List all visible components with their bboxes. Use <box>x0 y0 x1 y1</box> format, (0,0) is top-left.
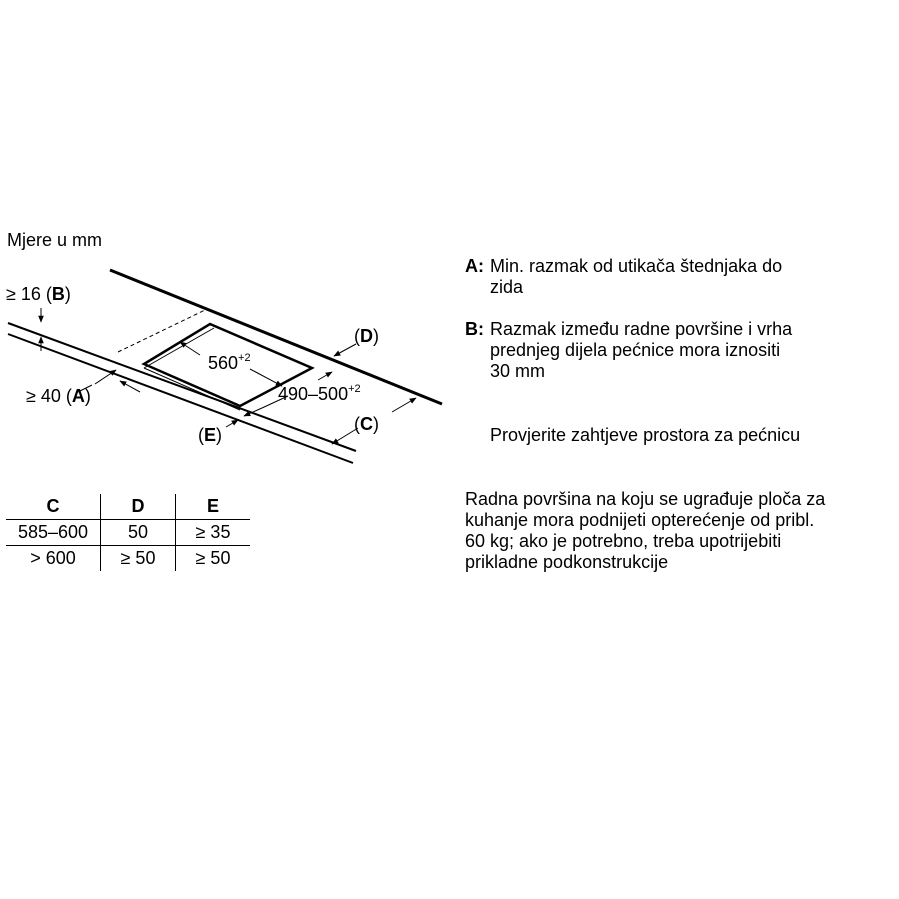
note-load-line: 60 kg; ako je potrebno, treba upotrijebiti <box>465 531 782 551</box>
table-cell: 50 <box>101 520 176 546</box>
table-cell: ≥ 35 <box>176 520 251 546</box>
dim-c-line-up <box>392 398 416 412</box>
table-header: E <box>176 494 251 520</box>
note-a-key: A: <box>465 256 484 276</box>
table-cell: 585–600 <box>6 520 101 546</box>
table-cell: ≥ 50 <box>101 546 176 572</box>
note-load-line: kuhanje mora podnijeti opterećenje od pribl. <box>465 510 815 530</box>
dim-560-line-left <box>180 342 200 355</box>
worktop-back-edge <box>110 270 442 404</box>
label-d: (D) <box>354 326 379 346</box>
note-oven-text: Provjerite zahtjeve prostora za pećnicu <box>490 425 801 445</box>
label-b: ≥ 16 (B) <box>6 284 71 304</box>
note-a-line: zida <box>490 277 524 297</box>
label-c: (C) <box>354 414 379 434</box>
label-cutout-width: $560^{+2}$ <box>208 352 251 373</box>
table-cell: ≥ 50 <box>176 546 251 572</box>
table-header: C <box>6 494 101 520</box>
note-b-key: B: <box>465 319 484 339</box>
dim-a-guide-1 <box>95 370 116 384</box>
clearance-table <box>6 494 250 571</box>
dim-depth-right-up <box>318 372 332 380</box>
note-b-line: Razmak između radne površine i vrha <box>490 319 793 339</box>
table-header: D <box>101 494 176 520</box>
table-row <box>6 546 250 572</box>
table-cell: > 600 <box>30 548 76 568</box>
dim-e-line <box>226 420 238 427</box>
note-load-text <box>465 489 895 573</box>
note-load-line: prikladne podkonstrukcije <box>465 552 669 572</box>
note-b-line: 30 mm <box>490 361 546 381</box>
note-a-text <box>490 256 885 298</box>
label-e: (E) <box>198 425 223 445</box>
label-a: ≥ 40 (A) <box>26 386 91 406</box>
label-cutout-depth: $490-500^{+2}$ <box>278 383 361 404</box>
dim-d-line <box>334 344 356 356</box>
note-b-text <box>490 319 885 382</box>
note-a-line: Min. razmak od utikača štednjaka do <box>490 256 783 276</box>
note-load-line: Radna površina na koju se ugrađuje ploča za <box>465 489 826 509</box>
units-label: Mjere u mm <box>7 230 103 250</box>
table-row <box>6 520 250 546</box>
note-b-line: prednjeg dijela pećnice mora iznositi <box>490 340 781 360</box>
cutout-dashed-guide <box>118 310 205 352</box>
table-header-row <box>6 494 250 520</box>
